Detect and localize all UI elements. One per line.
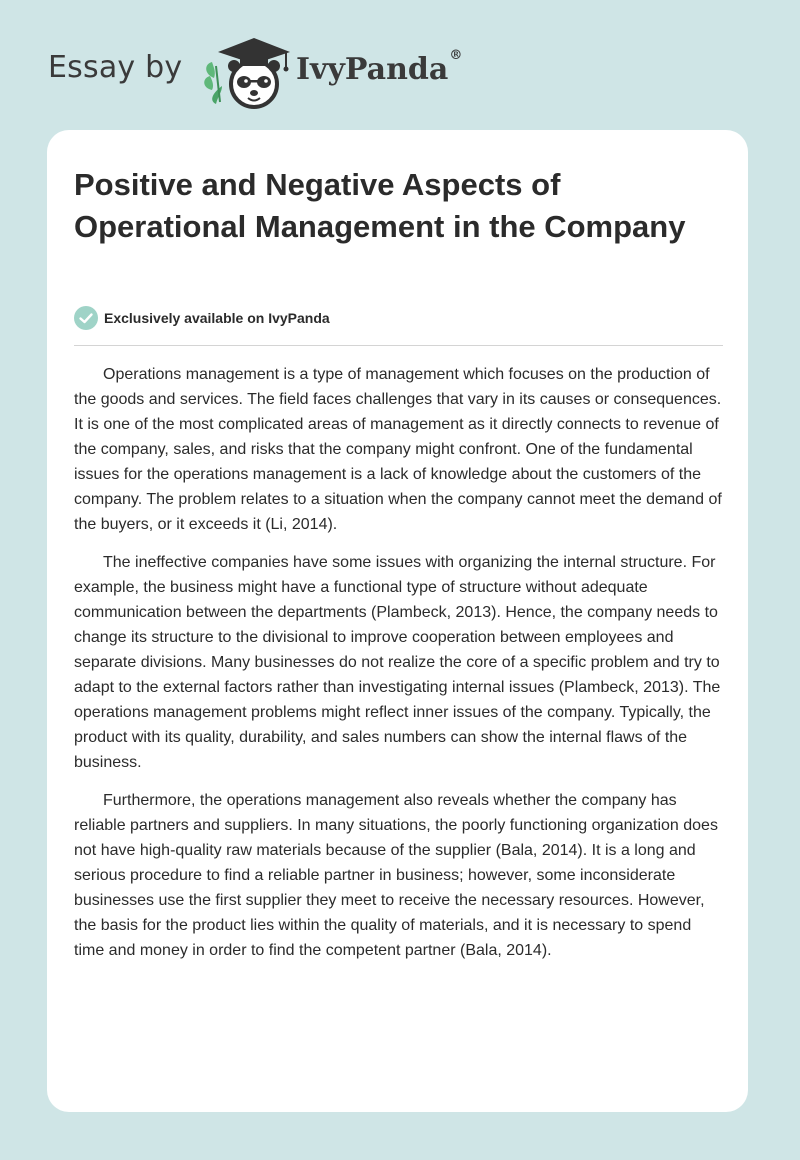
brand-name[interactable] <box>296 48 463 87</box>
registered-mark: ® <box>449 48 463 63</box>
essay-paragraph: Operations management is a type of management which focuses on the production of the goods and services. The field faces challenges that vary in its causes or consequences. It is one of the most complicated areas of management as it directly connects to revenue of the company, sales, and risks that the company might confront. One of the fundamental issues for the operations management is a lack of knowledge about the customers of the company. The problem relates to a situation when the company cannot meet the demand of the buyers, or it exceeds it (Li, 2014). <box>74 366 722 533</box>
essay-paragraph: Furthermore, the operations management also reveals whether the company has reliable partners and suppliers. In many situations, the poorly functioning organization does not have high-quality raw materials because of the supplier (Bala, 2014). It is a long and serious procedure to find a reliable partner in business; however, some inconsiderate businesses use the first supplier they meet to receive the necessary resources. However, the basis for the product lies within the quality of materials, and it is necessary to spend time and money in order to find the competent partner (Bala, 2014). <box>74 792 718 959</box>
exclusive-badge-label: Exclusively available on IvyPanda <box>104 310 330 326</box>
essay-card <box>47 130 748 1112</box>
essay-body <box>74 362 724 976</box>
site-header <box>48 32 548 112</box>
panda-logo-icon[interactable] <box>200 34 292 112</box>
essay-title: Positive and Negative Aspects of Operational Management in the Company <box>74 167 686 244</box>
essay-paragraph: The ineffective companies have some issues with organizing the internal structure. For example, the business might have a functional type of structure without adequate communication between the departments (Plambeck, 2013). Hence, the company needs to change its structure to the divisional to improve cooperation between employees and separate divisions. Many businesses do not realize the core of a specific problem and try to adapt to the external factors rather than investigating internal issues (Plambeck, 2013). The operations management problems might reflect inner issues of the company. Typically, the product with its quality, durability, and sales numbers can show the internal flaws of the business. <box>74 554 721 771</box>
exclusive-badge <box>74 306 330 330</box>
essay-by-label: Essay by <box>48 50 183 85</box>
title-divider <box>74 345 723 346</box>
check-circle-icon <box>74 306 98 330</box>
brand-label: IvyPanda <box>296 52 449 87</box>
